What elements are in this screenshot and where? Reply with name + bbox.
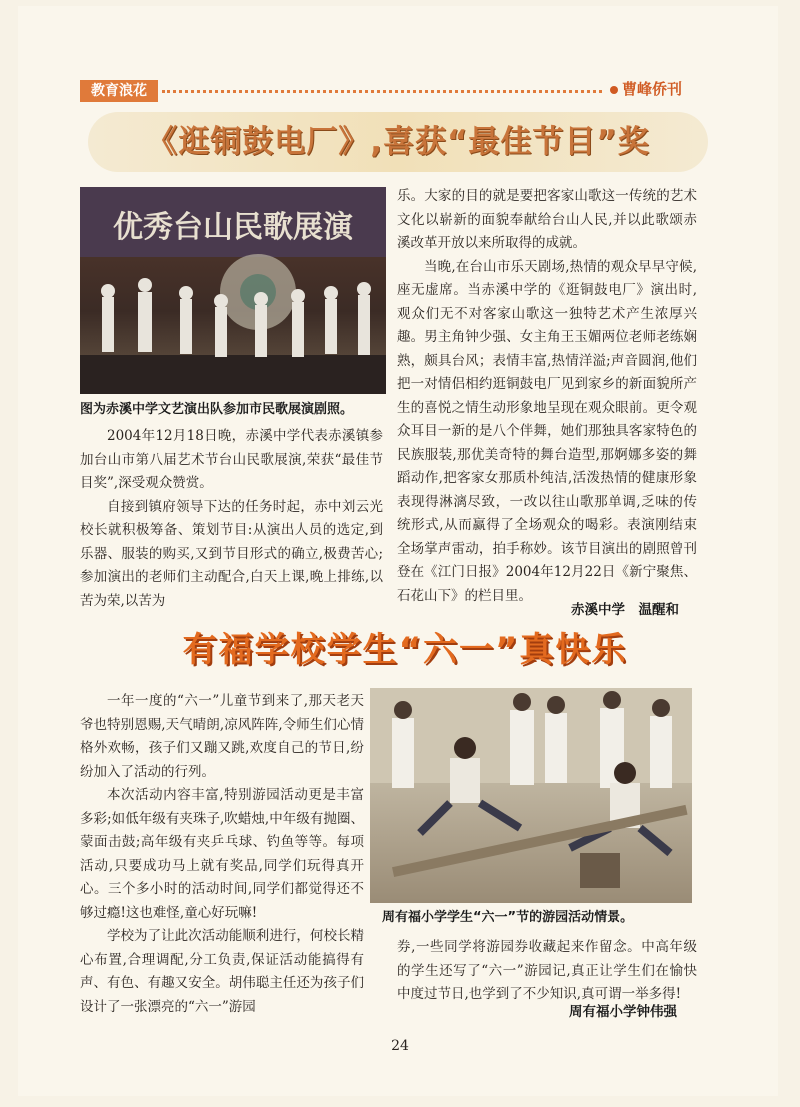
stage-photo-illustration (80, 187, 386, 394)
article2-photo (370, 688, 692, 903)
article2-paragraph: 券,一些同学将游园券收藏起来作留念。中高年级的学生还写了“六一”游园记,真正让学生们在愉快中度过节日,也学到了不少知识,真可谓一举多得! (397, 939, 697, 1002)
article2-left-column (80, 690, 364, 1019)
article2-paragraph: 本次活动内容丰富,特别游园活动更是丰富多彩;如低年级有夹珠子,吹蜡烛,中年级有抛圈、蒙面击鼓;高年级有夹乒乓球、钓鱼等等。每项活动,只要成功马上就有奖品,同学们玩得真开心。三个多小时的活动时间,同学们都觉得还不够过瘾!这也难怪,童心好玩嘛! (80, 787, 364, 921)
brand-label (610, 77, 705, 101)
article2-paragraph: 一年一度的“六一”儿童节到来了,那天老天爷也特别恩赐,天气晴朗,凉风阵阵,令师生们心情格外欢畅，孩子们又蹦又跳,欢度自己的节日,纷纷加入了活动的行列。 (80, 693, 364, 780)
article1-signature: 赤溪中学 温醒和 (571, 602, 679, 618)
article2-caption: 周有福小学学生“六一”节的游园活动情景。 (382, 910, 634, 925)
article1-right-column (397, 185, 697, 608)
header-divider (162, 90, 602, 93)
article1-paragraph: 当晚,在台山市乐天剧场,热情的观众早早守候,座无虚席。当赤溪中学的《逛铜鼓电厂》演出时,观众们无不对客家山歌这一独特艺术产生浓厚兴趣。男主角钟少强、女主角王玉媚两位老师老练娴熟，颇具台风；表情丰富,热情洋溢;声音圆润,他们把一对情侣相约逛铜鼓电厂见到家乡的新面貌所产生的喜悦之情生动形象地呈现在观众眼前。更令观众耳目一新的是八个伴舞，她们那独具客家特色的民族服装,那优美奇特的舞台造型,那婀娜多姿的舞蹈动作,把客家女那质朴纯洁,活泼热情的健康形象表现得淋漓尽致，一改以往山歌那单调,乏味的传统形式,从而赢得了全场观众的喝彩。表演刚结束全场掌声雷动，拍手称妙。该节目演出的剧照曾刊登在《江门日报》2004年12月22日《新宁聚焦、石花山下》的栏目里。 (397, 258, 697, 604)
article1-paragraph: 自接到镇府领导下达的任务时起，赤中刘云光校长就积极筹备、策划节目:从演出人员的选定,到乐器、服装的购买,又到节目形式的确立,极费苦心;参加演出的老师们主动配合,白天上课,晚上排练,以苦为荣,以苦为 (80, 498, 383, 609)
section-tag: 教育浪花 (80, 80, 158, 102)
article1-paragraph: 2004年12月18日晚，赤溪中学代表赤溪镇参加台山市第八届艺术节台山民歌展演,荣获“最佳节目奖”,深受观众赞赏。 (80, 428, 383, 491)
article1-paragraph: 乐。大家的目的就是要把客家山歌这一传统的艺术文化以崭新的面貌奉献给台山人民,并以此歌颂赤溪改革开放以来所取得的成就。 (397, 188, 697, 251)
article2-title: 有福学校学生“六一”真快乐 (182, 630, 628, 670)
article1-title: 《逛铜鼓电厂》,喜获“最佳节目”奖 (88, 112, 708, 172)
article1-left-column (80, 425, 383, 613)
article2-right-column (397, 936, 697, 1007)
photo-banner: 优秀台山民歌展演 (113, 210, 353, 245)
page-number: 24 (391, 1038, 409, 1054)
brand-text: 曹峰侨刊 (622, 80, 683, 98)
brand-dot-icon (610, 86, 618, 94)
article1-caption: 图为赤溪中学文艺演出队参加市民歌展演剧照。 (80, 402, 354, 417)
article2-signature: 周有福小学钟伟强 (569, 1004, 677, 1020)
article1-photo (80, 187, 386, 394)
article2-paragraph: 学校为了让此次活动能顺利进行，何校长精心布置,合理调配,分工负责,保证活动能搞得有声、有色、有趣又安全。胡伟聪主任还为孩子们设计了一张漂亮的“六一”游园 (80, 928, 364, 1015)
playground-photo-illustration (370, 688, 692, 903)
